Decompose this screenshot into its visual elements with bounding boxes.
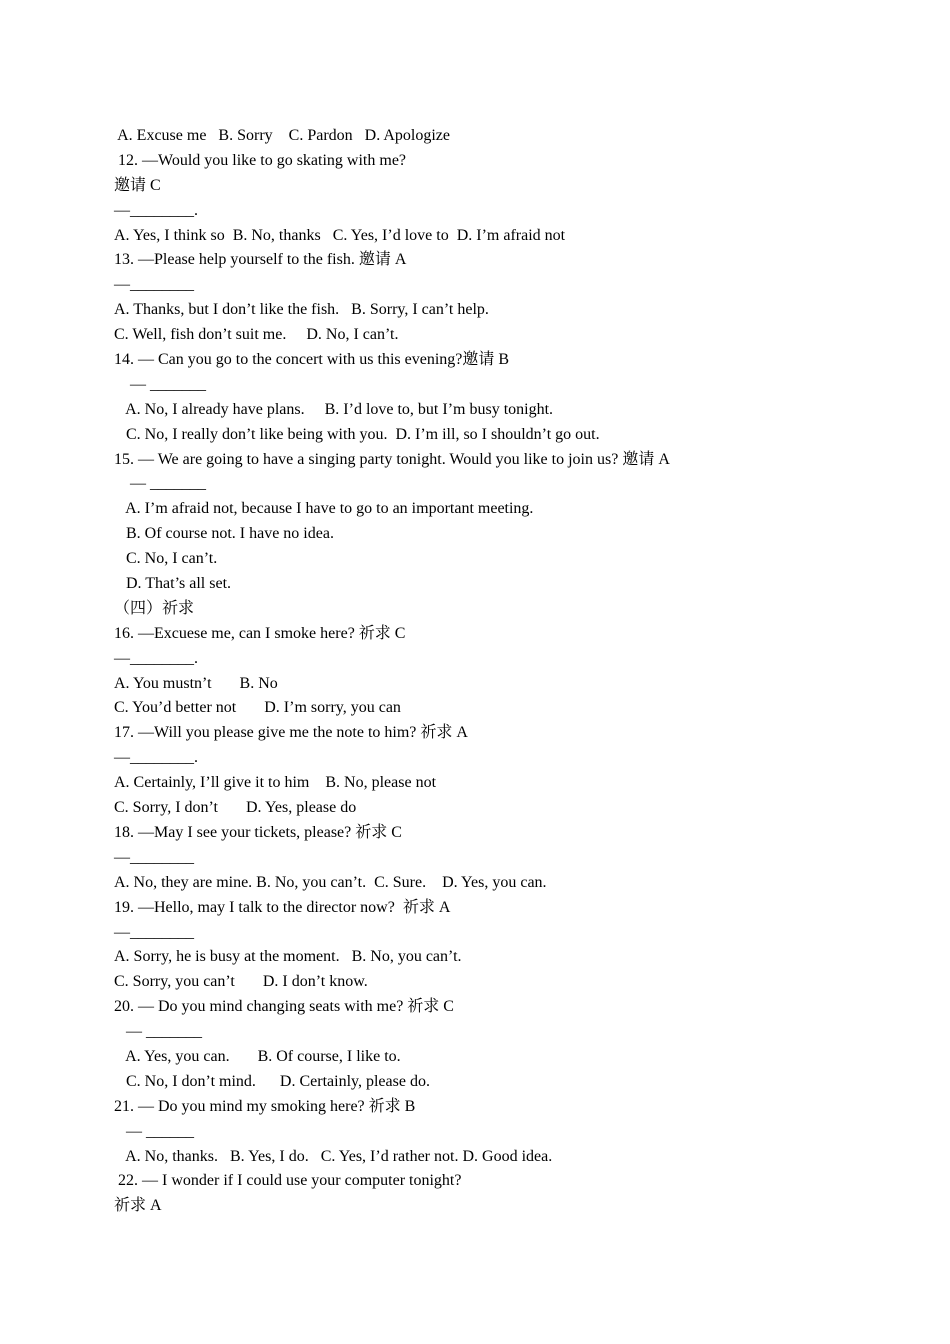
text-line: —________. [114,201,198,219]
text-line: A. I’m afraid not, because I have to go to an important meeting. [114,500,534,518]
text-line: A. Sorry, he is busy at the moment. B. No, you can’t. [114,948,462,966]
text-line: C. Sorry, you can’t D. I don’t know. [114,973,368,991]
text-line: 21. — Do you mind my smoking here? 祈求 B [114,1097,416,1115]
text-line: A. Excuse me B. Sorry C. Pardon D. Apologize [114,127,450,144]
text-line: 邀请 C [114,176,161,194]
text-line: A. Yes, you can. B. Of course, I like to. [114,1047,401,1065]
text-line: A. Yes, I think so B. No, thanks C. Yes, I’d love to D. I’m afraid not [114,226,566,244]
text-line: A. Thanks, but I don’t like the fish. B. Sorry, I can’t help. [114,301,489,319]
text-line: C. No, I really don’t like being with you. D. I’m ill, so I shouldn’t go out. [114,425,600,443]
text-line: —________. [114,749,198,767]
text-line: —________ [114,848,194,866]
text-line: C. You’d better not D. I’m sorry, you can [114,699,401,717]
text-line: 祈求 A [114,1197,162,1215]
document-page [114,124,874,1219]
text-line: A. No, I already have plans. B. I’d love to, but I’m busy tonight. [114,400,554,418]
text-line: C. Sorry, I don’t D. Yes, please do [114,799,357,817]
text-line: 16. —Excuese me, can I smoke here? 祈求 C [114,624,406,642]
text-line: —________ [114,276,194,294]
text-line: A. No, they are mine. B. No, you can’t. C. Sure. D. Yes, you can. [114,873,547,891]
text-line: D. That’s all set. [114,575,232,593]
text-line: 17. —Will you please give me the note to him? 祈求 A [114,724,468,742]
text-line: 12. —Would you like to go skating with me? [114,151,407,169]
text-line: — _______ [114,1023,202,1041]
text-line: 19. —Hello, may I talk to the director now? 祈求 A [114,898,451,916]
section-heading: （四）祈求 [114,599,195,617]
text-line: 22. — I wonder if I could use your computer tonight? [114,1172,462,1190]
text-line: —________ [114,923,194,941]
text-line: A. Certainly, I’ll give it to him B. No, please not [114,774,437,792]
text-line: — ______ [114,1122,194,1140]
text-line: 13. —Please help yourself to the fish. 邀请 A [114,251,407,269]
text-line: —________. [114,649,198,667]
text-line: 15. — We are going to have a singing party tonight. Would you like to join us? 邀请 A [114,450,670,468]
text-line: C. Well, fish don’t suit me. D. No, I can’t. [114,326,399,344]
text-line: 18. —May I see your tickets, please? 祈求 C [114,823,402,841]
text-line: 20. — Do you mind changing seats with me? 祈求 C [114,998,454,1016]
text-line: 14. — Can you go to the concert with us this evening?邀请 B [114,351,510,369]
text-line: — _______ [114,475,206,493]
text-line: A. You mustn’t B. No [114,674,278,692]
text-line: A. No, thanks. B. Yes, I do. C. Yes, I’d rather not. D. Good idea. [114,1147,553,1165]
text-line: C. No, I can’t. [114,550,218,568]
text-line: C. No, I don’t mind. D. Certainly, please do. [114,1072,430,1090]
text-line: B. Of course not. I have no idea. [114,525,334,543]
text-line: — _______ [114,375,206,393]
